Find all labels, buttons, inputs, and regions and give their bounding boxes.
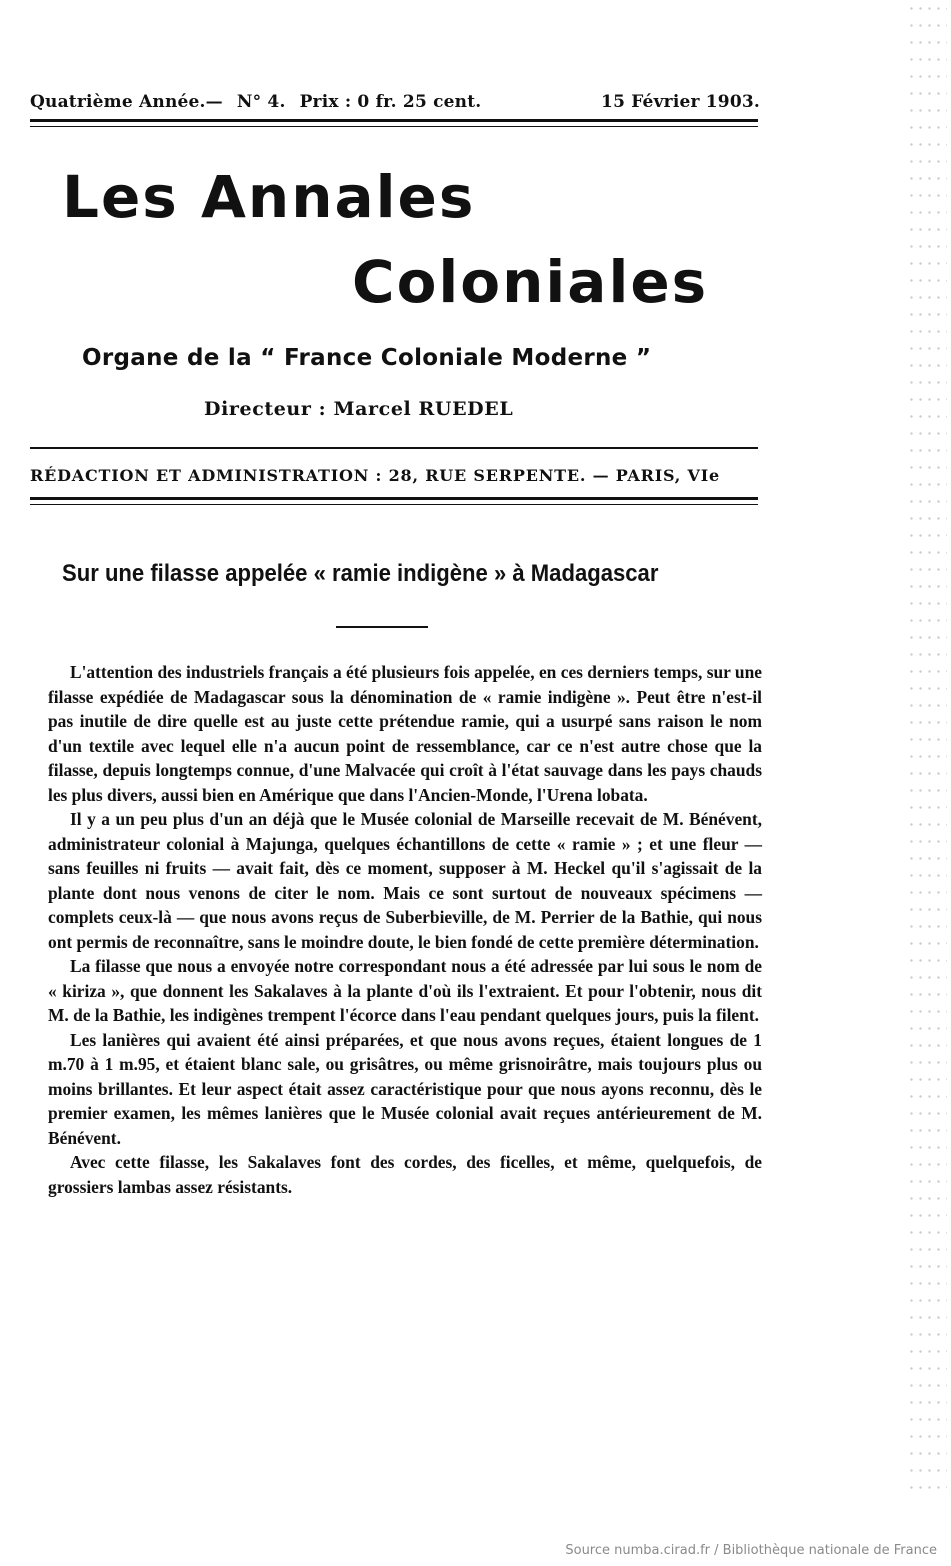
masthead-number: N° 4. bbox=[236, 92, 286, 112]
journal-organ-subtitle: Organe de la “ France Coloniale Moderne ” bbox=[82, 345, 652, 371]
masthead-left bbox=[30, 92, 481, 112]
masthead-line bbox=[30, 92, 760, 112]
journal-director: Directeur : Marcel RUEDEL bbox=[204, 398, 514, 420]
masthead-rule-thick bbox=[30, 119, 758, 122]
masthead-date: 15 Février 1903. bbox=[601, 92, 760, 112]
article-paragraph: L'attention des industriels français a été plusieurs fois appelée, en ces derniers temps, sur une filasse expédiée de Madagascar sous la dénomination de « ramie indigène ». Peut être n'est-il pas inutile de dire quelle est au juste cette prétendue ramie, qui a usurpé sans raison le nom d'un textile avec lequel elle n'a aucun point de ressemblance, car ce n'est autre chose que la filasse, depuis longtemps connue, d'une Malvacée qui croît à l'état sauvage dans les pays chauds les plus divers, aussi bien en Amérique que dans l'Ancien-Monde, l'Urena lobata. bbox=[48, 662, 762, 805]
article-paragraph: Il y a un peu plus d'un an déjà que le Musée colonial de Marseille recevait de M. Bénévent, administrateur colonial à Majunga, quelques échantillons de cette « ramie » ; et une fleur — sans feuilles ni fruits — avait fait, dès ce moment, supposer à M. Heckel qu'il s'agissait de la plante dont nous venons de citer le nom. Mais ce sont surtout de nouveaux spécimens — complets ceux-là — que nous avons reçus de Suberbieville, de M. Perrier de la Bathie, qui nous ont permis de reconnaître, sans le moindre doute, le bien fondé de cette première détermination. bbox=[48, 809, 762, 952]
scan-edge-speckle bbox=[907, 0, 947, 1500]
address-rule-bottom-thick bbox=[30, 497, 758, 500]
masthead-price: Prix : 0 fr. 25 cent. bbox=[299, 92, 482, 112]
article-paragraph: Avec cette filasse, les Sakalaves font des cordes, des ficelles, et même, quelquefois, de grossiers lambas assez résistants. bbox=[48, 1152, 762, 1197]
masthead-year: Quatrième Année.— bbox=[30, 92, 223, 112]
title-divider bbox=[336, 626, 428, 628]
journal-address: RÉDACTION ET ADMINISTRATION : 28, RUE SERPENTE. — PARIS, VIe bbox=[30, 466, 720, 485]
article-paragraph: La filasse que nous a envoyée notre correspondant nous a été adressée par lui sous le nom de « kiriza », que donnent les Sakalaves à la plante d'où ils l'extraient. Et pour l'obtenir, nous dit M. de la Bathie, les indigènes trempent l'écorce dans l'eau pendant quelques jours, puis la filent. bbox=[48, 956, 762, 1025]
address-rule-bottom-thin bbox=[30, 504, 758, 505]
source-attribution: Source numba.cirad.fr / Bibliothèque nationale de France bbox=[565, 1543, 937, 1558]
article-title: Sur une filasse appelée « ramie indigène » à Madagascar bbox=[62, 560, 659, 587]
article-paragraph: Les lanières qui avaient été ainsi préparées, et que nous avons reçues, étaient longues de 1 m.70 à 1 m.95, et étaient blanc sale, ou grisâtres, ou même grisnoirâtre, mais toujours plus ou moins brillantes. Et leur aspect était assez caractéristique pour que nous ayons reconnu, dès le premier examen, les mêmes lanières que le Musée colonial avait reçues antérieurement de M. Bénévent. bbox=[48, 1029, 762, 1148]
journal-title-line1: Les Annales bbox=[62, 163, 476, 231]
masthead-rule-thin bbox=[30, 126, 758, 127]
article-body bbox=[48, 660, 762, 1199]
address-rule-top bbox=[30, 447, 758, 449]
journal-title-line2: Coloniales bbox=[352, 248, 709, 316]
